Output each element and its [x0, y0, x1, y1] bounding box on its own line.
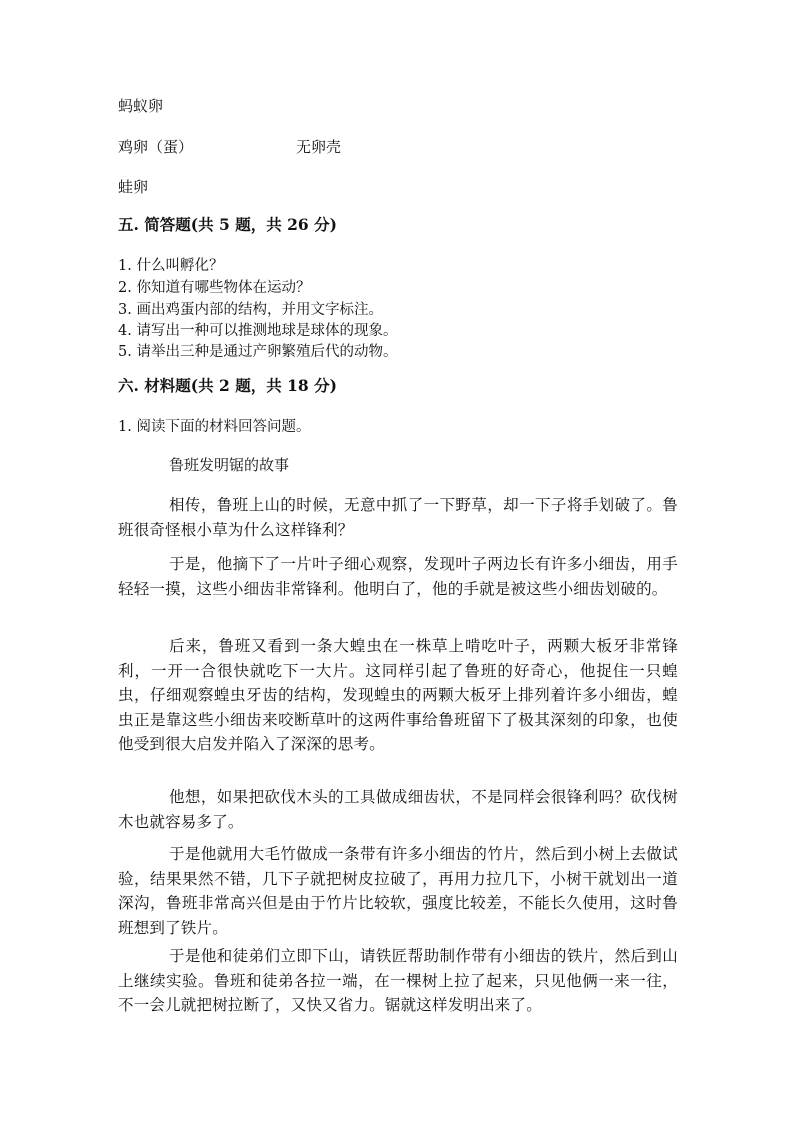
question-item: 5. 请举出三种是通过产卵繁殖后代的动物。	[118, 344, 398, 360]
matching-item-no-shell: 无卵壳	[296, 138, 342, 156]
story-paragraph: 于是他就用大毛竹做成一条带有许多小细齿的竹片，然后到小树上去做试验，结果果然不错，几下子就把树皮拉破了，再用力拉几下，小树干就划出一道深沟，鲁班非常高兴但是由于竹片比较软，强度比较差，不能长久使用，这时鲁班想到了铁片。	[118, 845, 678, 937]
matching-item-frog-egg: 蛙卵	[118, 178, 149, 196]
story-paragraph: 相传，鲁班上山的时候，无意中抓了一下野草，却一下子将手划破了。鲁班很奇怪根小草为什么这样锋利？	[118, 496, 678, 539]
question-item: 3. 画出鸡蛋内部的结构，并用文字标注。	[118, 302, 383, 318]
section-heading-material: 六. 材料题(共 2 题，共 18 分)	[118, 376, 337, 395]
question-item: 4. 请写出一种可以推测地球是球体的现象。	[118, 323, 398, 339]
story-paragraph: 于是他和徒弟们立即下山，请铁匠帮助制作带有小细齿的铁片，然后到山上继续实验。鲁班和徒弟各拉一端，在一棵树上拉了起来，只见他俩一来一往，不一会儿就把树拉断了，又快又省力。锯就这样发明出来了。	[118, 947, 678, 1014]
story-paragraph: 他想，如果把砍伐木头的工具做成细齿状，不是同样会很锋利吗？砍伐树木也就容易多了。	[118, 788, 678, 831]
section-heading-short-answer: 五. 简答题(共 5 题，共 26 分)	[118, 215, 337, 234]
question-item: 1. 什么叫孵化？	[118, 258, 224, 274]
matching-item-ant-egg: 蚂蚁卵	[118, 97, 164, 115]
question-item: 2. 你知道有哪些物体在运动？	[118, 280, 311, 296]
story-paragraph: 于是，他摘下了一片叶子细心观察，发现叶子两边长有许多小细齿，用手轻轻一摸，这些小细齿非常锋利。他明白了，他的手就是被这些小细齿划破的。	[118, 555, 678, 598]
material-question: 1. 阅读下面的材料回答问题。	[118, 419, 311, 435]
story-paragraph: 后来，鲁班又看到一条大蝗虫在一株草上啃吃叶子，两颗大板牙非常锋利，一开一合很快就吃下一大片。这同样引起了鲁班的好奇心，他捉住一只蝗虫，仔细观察蝗虫牙齿的结构，发现蝗虫的两颗大板牙上排列着许多小细齿，蝗虫正是靠这些小细齿来咬断草叶的这两件事给鲁班留下了极其深刻的印象，也使他受到很大启发并陷入了深深的思考。	[118, 637, 678, 753]
story-title: 鲁班发明锯的故事	[169, 456, 290, 474]
matching-item-chicken-egg: 鸡卵（蛋）	[118, 138, 194, 156]
